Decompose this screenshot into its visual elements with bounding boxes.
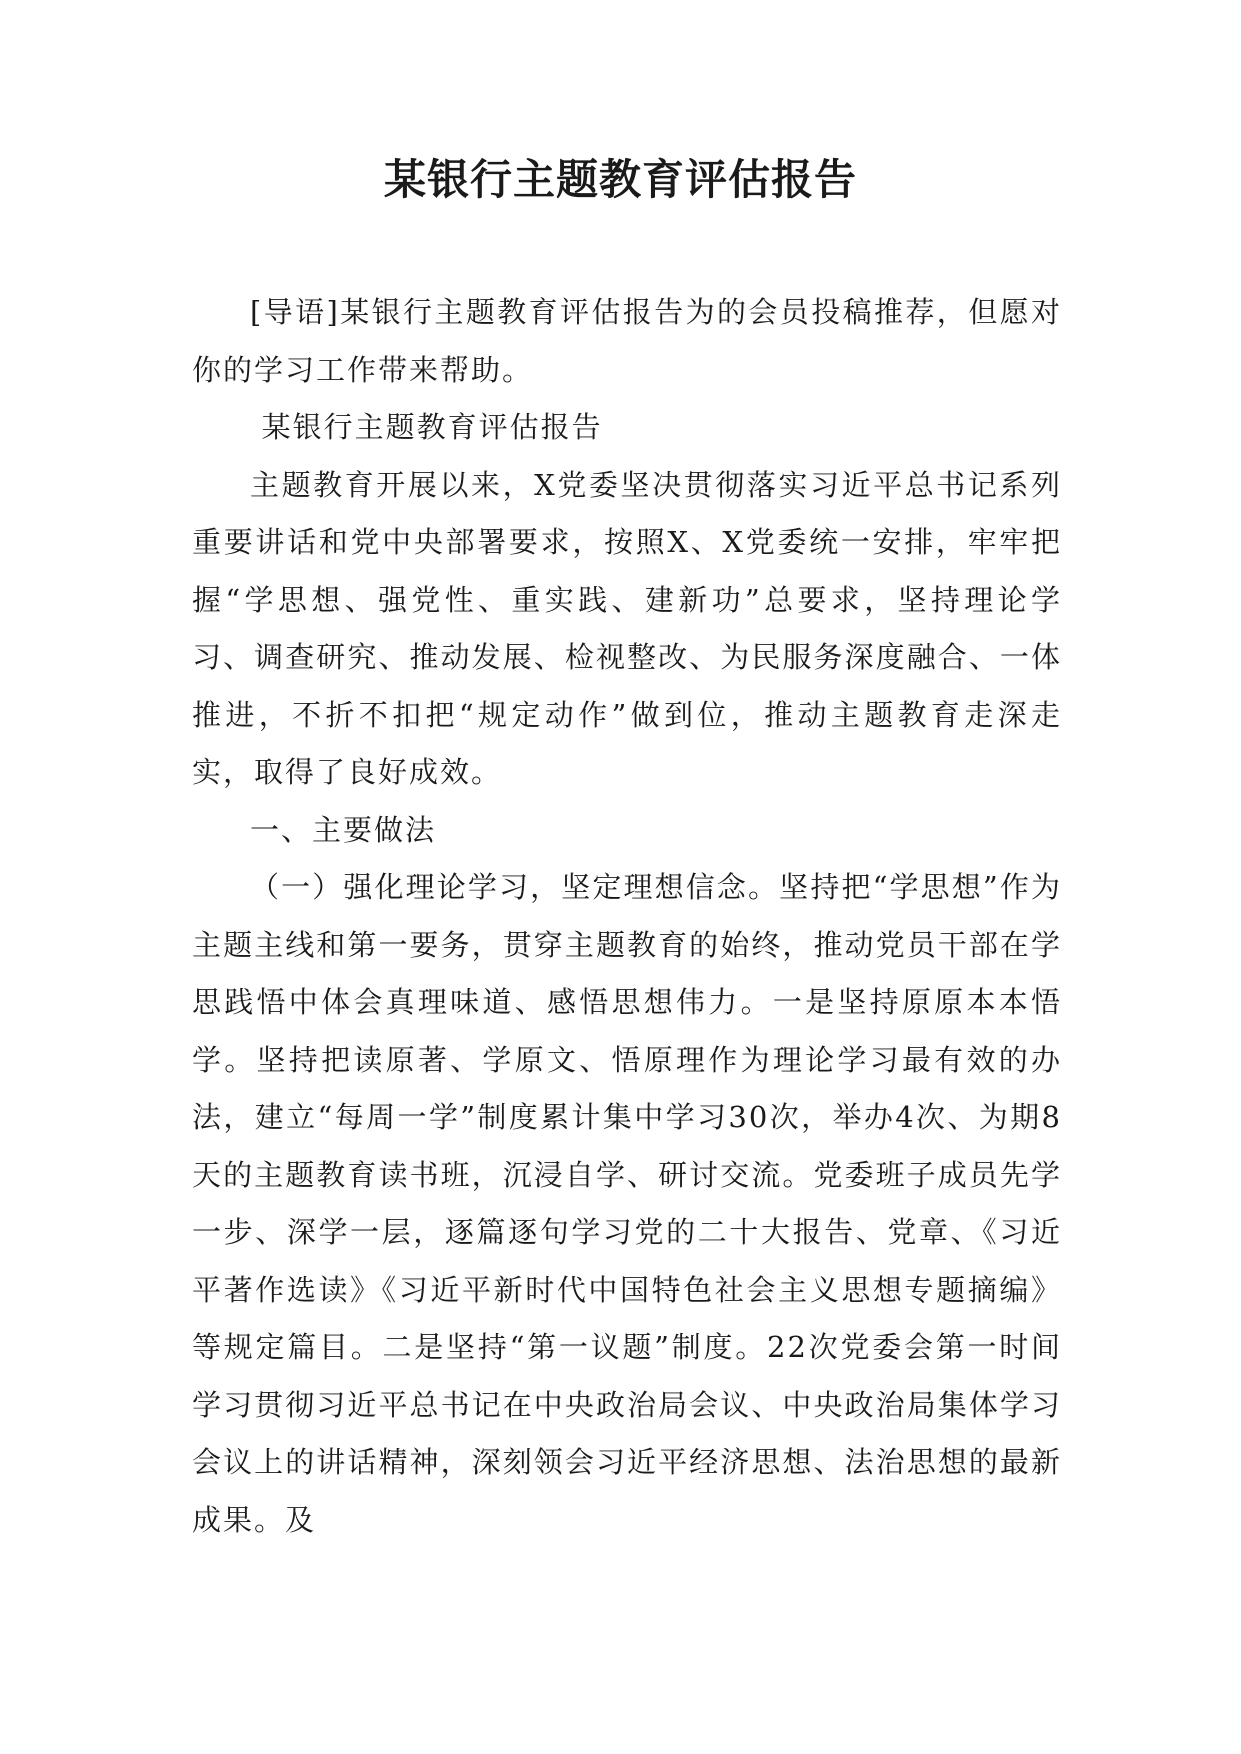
section-heading: 一、主要做法 — [250, 812, 437, 847]
document-body — [192, 284, 1062, 1549]
body-paragraph: （一）强化理论学习，坚定理想信念。坚持把“学思想”作为主题主线和第一要务，贯穿主题教育的始终，推动党员干部在学思践悟中体会真理味道、感悟思想伟力。一是坚持原原本本悟学。坚持把读原著、学原文、悟原理作为理论学习最有效的办法，建立“每周一学”制度累计集中学习30次，举办4次、为期8天的主题教育读书班，沉浸自学、研讨交流。党委班子成员先学一步、深学一层，逐篇逐句学习党的二十大报告、党章、《习近平著作选读》《习近平新时代中国特色社会主义思想专题摘编》等规定篇目。二是坚持“第一议题”制度。22次党委会第一时间学习贯彻习近平总书记在中央政治局会议、中央政治局集体学习会议上的讲话精神，深刻领会习近平经济思想、法治思想的最新成果。及 — [192, 870, 1062, 1537]
report-subtitle: 某银行主题教育评估报告 — [261, 410, 603, 444]
document-title: 某银行主题教育评估报告 — [383, 155, 857, 204]
intro-paragraph: [导语]某银行主题教育评估报告为的会员投稿推荐，但愿对你的学习工作带来帮助。 — [192, 295, 1062, 387]
body-paragraph: 主题教育开展以来，X党委坚决贯彻落实习近平总书记系列重要讲话和党中央部署要求，按照X、X党委统一安排，牢牢把握“学思想、强党性、重实践、建新功”总要求，坚持理论学习、调查研究、推动发展、检视整改、为民服务深度融合、一体推进，不折不扣把“规定动作”做到位，推动主题教育走深走实，取得了良好成效。 — [192, 467, 1062, 789]
